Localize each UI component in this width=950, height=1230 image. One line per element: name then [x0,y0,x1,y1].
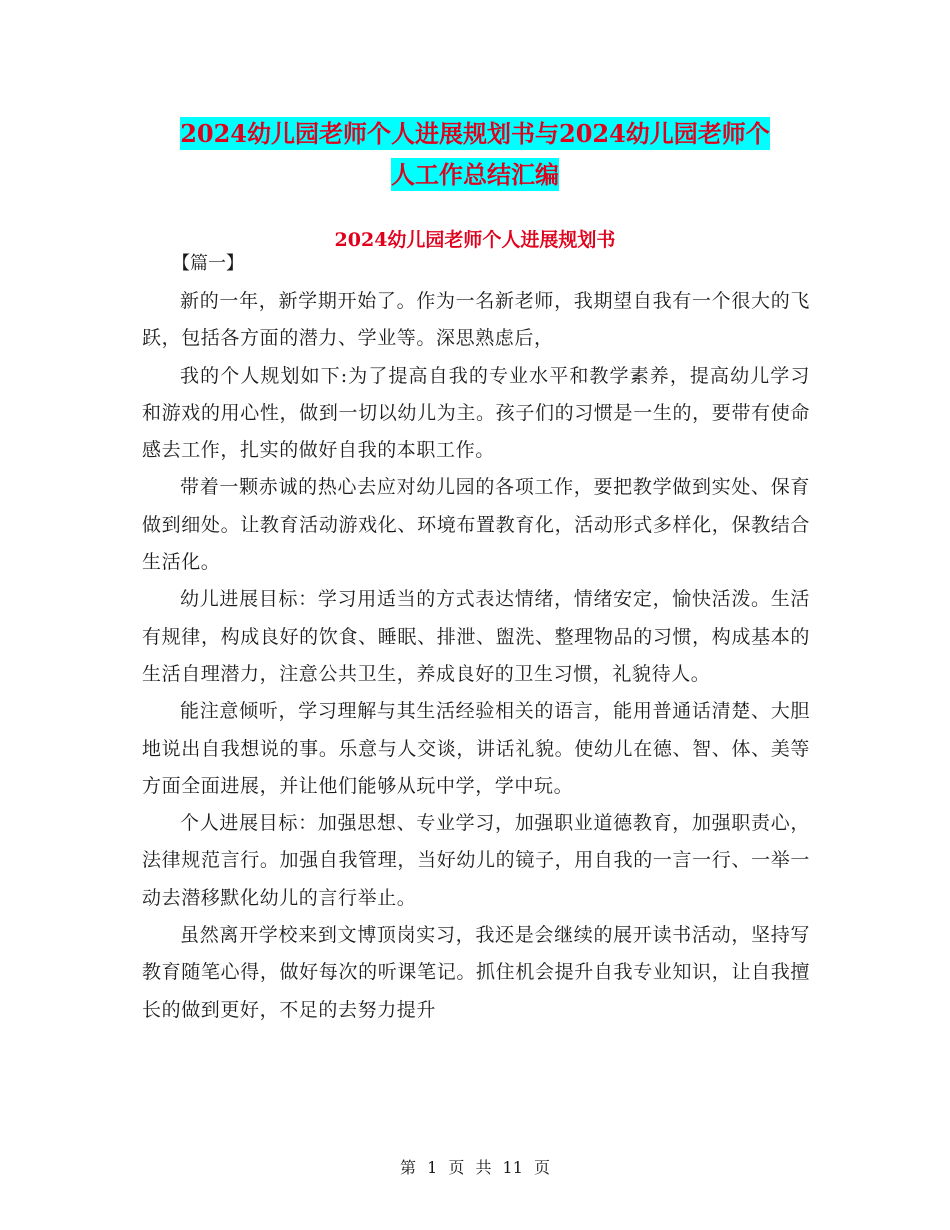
paragraph: 带着一颗赤诚的热心去应对幼儿园的各项工作，要把教学做到实处、保育做到细处。让教育活动游戏化、环境布置教育化，活动形式多样化，保教结合生活化。 [142,476,810,574]
paragraph: 幼儿进展目标：学习用适当的方式表达情绪，情绪安定，愉快活泼。生活有规律，构成良好的饮食、睡眠、排泄、盥洗、整理物品的习惯，构成基本的生活自理潜力，注意公共卫生，养成良好的卫生习惯，礼貌待人。 [142,588,810,685]
paragraph: 我的个人规划如下:为了提高自我的专业水平和教学素养，提高幼儿学习和游戏的用心性，做到一切以幼儿为主。孩子们的习惯是一生的，要带有使命感去工作，扎实的做好自我的本职工作。 [142,364,810,462]
section-title: 2024幼儿园老师个人进展规划书 [334,229,616,251]
title-highlight: 2024幼儿园老师个人进展规划书与2024幼儿园老师个 [180,119,770,148]
document-title-line-1 [0,114,950,149]
paragraph: 虽然离开学校来到文博顶岗实习，我还是会继续的展开读书活动，坚持写教育随笔心得，做好每次的听课笔记。抓住机会提升自我专业知识，让自我擅长的做到更好，不足的去努力提升 [142,924,810,1021]
paragraph: 个人进展目标：加强思想、专业学习，加强职业道德教育，加强职责心，法律规范言行。加强自我管理，当好幼儿的镜子，用自我的一言一行、一举一动去潜移默化幼儿的言行举止。 [142,812,810,909]
part-label: 【篇一】 [172,253,244,274]
body-text [142,283,810,1029]
title-highlight: 人工作总结汇编 [391,160,559,189]
document-title-line-2 [0,155,950,190]
paragraph: 新的一年，新学期开始了。作为一名新老师，我期望自我有一个很大的飞跃，包括各方面的潜力、学业等。深思熟虑后， [142,290,810,350]
page-footer: 第 1 页 共 11 页 [400,1158,550,1177]
paragraph: 能注意倾听，学习理解与其生活经验相关的语言，能用普通话清楚、大胆地说出自我想说的事。乐意与人交谈，讲话礼貌。使幼儿在德、智、体、美等方面全面进展，并让他们能够从玩中学，学中玩。 [142,700,810,797]
